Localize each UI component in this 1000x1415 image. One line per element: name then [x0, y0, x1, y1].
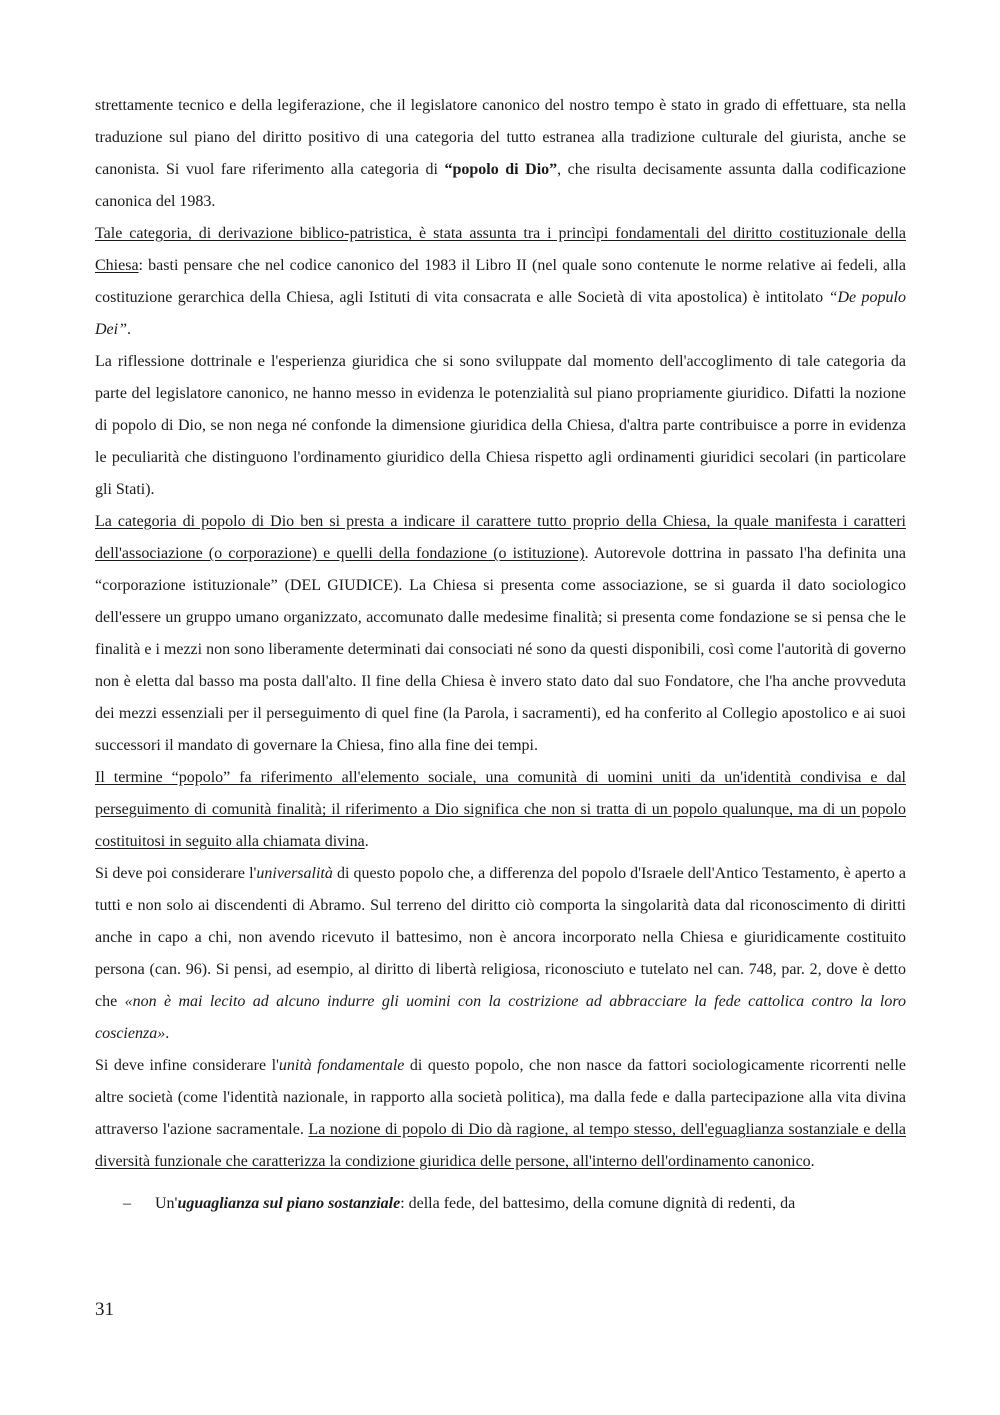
paragraph — [95, 762, 906, 858]
paragraph-list — [95, 90, 906, 1178]
text-segment: La nozione di popolo di Dio dà ragione, al tempo stesso, dell'eguaglianza sostanziale e della diversità funzionale che caratterizza la condizione giuridica delle persone, all'interno dell'ordinamento canonico — [95, 1121, 906, 1170]
text-segment: di questo popolo, che non nasce da fattori sociologicamente ricorrenti nelle altre società (come l'identità nazionale, in rapporto alla società politica), ma dalla fede e dalla partecipazione alla vita divina attraverso l'azione sacramentale. — [95, 1057, 906, 1138]
text-segment: . Autorevole dottrina in passato l'ha definita una “corporazione istituzionale” (DEL GIUDICE). La Chiesa si presenta come associazione, se si guarda il dato sociologico dell'essere un gruppo umano organizzato, accomunato dalle medesime finalità; si presenta come fondazione se si pensa che le finalità e i mezzi non sono liberamente determinati dai consociati né sono da questi disponibili, così come l'autorità di governo non è eletta dal basso ma posta dall'alto. Il fine della Chiesa è invero stato dato dal suo Fondatore, che l'ha anche provveduta dei mezzi essenziali per il perseguimento di quel fine (la Parola, i sacramenti), ed ha conferito al Collegio apostolico e ai suoi successori il mandato di governare la Chiesa, fino alla fine dei tempi. — [95, 545, 906, 754]
text-segment: . — [165, 1025, 170, 1042]
text-segment: unità fondamentale — [278, 1057, 405, 1074]
bullet-item — [95, 1188, 906, 1220]
text-segment: Si deve infine considerare l' — [95, 1057, 279, 1074]
paragraph — [95, 506, 906, 762]
paragraph — [95, 90, 906, 218]
text-segment: : della fede, del battesimo, della comune dignità di redenti, da — [400, 1195, 796, 1212]
text-segment: La categoria di popolo di Dio ben si presta a indicare il carattere tutto proprio della Chiesa, la quale manifesta i caratteri dell'associazione (o corporazione) e quelli della fondazione (o istituzione) — [95, 513, 906, 562]
text-segment: Il termine “popolo” fa riferimento all'elemento sociale, una comunità di uomini uniti da un'identità condivisa e dal perseguimento di comunità finalità; il riferimento a Dio significa che non si tratta di un popolo qualunque, ma di un popolo costituitosi in seguito alla chiamata divina — [95, 769, 906, 850]
page-number: 31 — [95, 1299, 114, 1320]
text-segment: . — [364, 833, 369, 850]
paragraph — [95, 858, 906, 1050]
text-segment: Si deve poi considerare l' — [95, 865, 257, 882]
text-segment: “De populo Dei” — [95, 289, 907, 338]
text-segment: strettamente tecnico e della legiferazione, che il legislatore canonico del nostro tempo è stato in grado di effettuare, sta nella traduzione sul piano del diritto positivo di una categoria del tutto estranea alla tradizione culturale del giurista, anche se canonista. Si vuol fare riferimento alla categoria di — [95, 97, 906, 178]
text-segment: Un' — [155, 1195, 178, 1212]
paragraph — [95, 346, 906, 506]
paragraph — [95, 218, 906, 346]
text-segment: . — [127, 321, 131, 338]
bullet-text — [155, 1195, 795, 1212]
text-segment: La riflessione dottrinale e l'esperienza giuridica che si sono sviluppate dal momento dell'accoglimento di tale categoria da parte del legislatore canonico, ne hanno messo in evidenza le potenzialità sul piano propriamente giuridico. Difatti la nozione di popolo di Dio, se non nega né confonde la dimensione giuridica della Chiesa, d'altra parte contribuisce a porre in evidenza le peculiarità che distinguono l'ordinamento giuridico della Chiesa rispetto agli ordinamenti giuridici secolari (in particolare gli Stati). — [95, 353, 906, 498]
text-segment: «non è mai lecito ad alcuno indurre gli uomini con la costrizione ad abbracciare la fede cattolica contro la loro coscienza» — [95, 993, 906, 1042]
text-segment: . — [810, 1153, 815, 1170]
text-segment: : basti pensare che nel codice canonico del 1983 il Libro II (nel quale sono contenute le norme relative ai fedeli, alla costituzione gerarchica della Chiesa, agli Istituti di vita consacrata e alle Società di vita apostolica) è intitolato — [95, 257, 906, 306]
body-text — [95, 90, 906, 1220]
text-segment: universalità — [256, 865, 333, 882]
text-segment: di questo popolo che, a differenza del popolo d'Israele dell'Antico Testamento, è aperto a tutti e non solo ai discendenti di Abramo. Sul terreno del diritto ciò comporta la singolarità data dal riconoscimento di diritti anche in capo a chi, non avendo ricevuto il battesimo, non è ancora incorporato nella Chiesa e giuridicamente costituito persona (can. 96). Si pensi, ad esempio, al diritto di libertà religiosa, riconosciuto e tutelato nel can. 748, par. 2, dove è detto che — [95, 865, 906, 1010]
bullet-marker: – — [123, 1195, 131, 1212]
paragraph — [95, 1050, 906, 1178]
text-segment: “popolo di Dio” — [444, 161, 558, 178]
text-segment: Tale categoria, di derivazione biblico-patristica, è stata assunta tra i princìpi fondamentali del diritto costituzionale della Chiesa — [95, 225, 906, 274]
text-segment: uguaglianza sul piano sostanziale — [177, 1195, 401, 1212]
text-segment: , che risulta decisamente assunta dalla codificazione canonica del 1983. — [95, 161, 906, 210]
